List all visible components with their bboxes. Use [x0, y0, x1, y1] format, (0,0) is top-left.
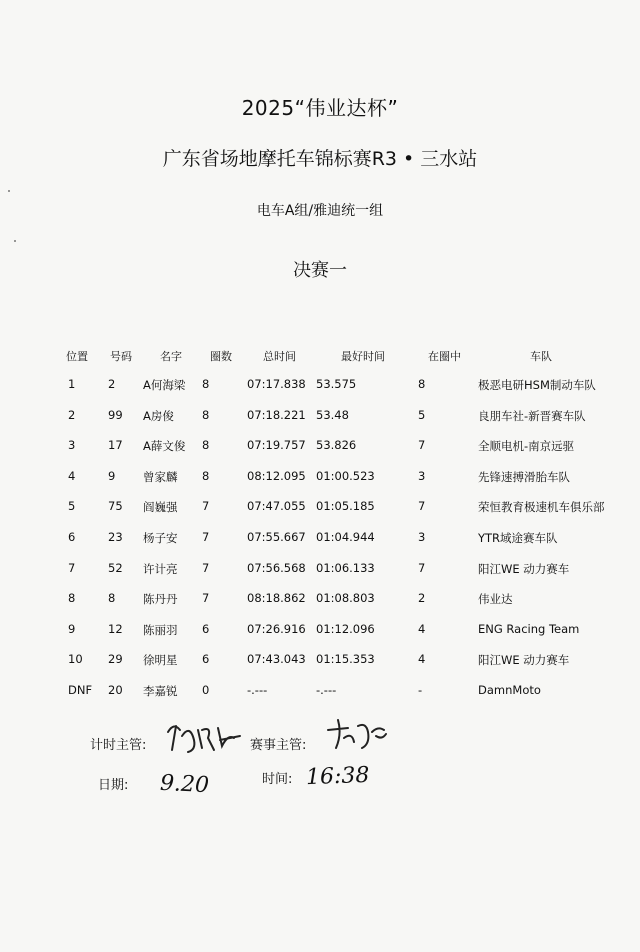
cell-laps: 7: [202, 560, 210, 575]
cell-in-lap: 7: [418, 438, 426, 453]
cell-laps: 6: [202, 652, 210, 667]
table-row: [0, 377, 640, 397]
cell-name: A薛文俊: [143, 439, 186, 454]
cell-number: 23: [108, 530, 123, 544]
cell-laps: 0: [202, 683, 210, 697]
cell-team: 极恶电研HSM制动车队: [478, 378, 596, 392]
cell-name: 阎巍强: [143, 500, 178, 515]
cell-number: 9: [108, 468, 116, 483]
table-row: [0, 622, 640, 642]
cell-team: 阳江WE 动力赛车: [478, 653, 570, 668]
table-row: [0, 683, 640, 703]
cell-total-time: 07:17.838: [247, 377, 306, 391]
championship-title: 广东省场地摩托车锦标赛R3 • 三水站: [162, 148, 478, 170]
cell-in-lap: 4: [418, 621, 426, 636]
cell-total-time: 07:19.757: [247, 438, 306, 453]
cell-team: 阳江WE 动力赛车: [478, 561, 570, 576]
cell-team: 伟业达: [478, 592, 513, 607]
header-total-time: 总时间: [263, 350, 296, 363]
cell-position: 10: [68, 652, 83, 667]
cell-total-time: 07:43.043: [247, 652, 306, 667]
cell-best-time: 01:05.185: [316, 499, 375, 514]
cell-position: 8: [68, 591, 76, 606]
cell-name: 杨子安: [143, 531, 178, 545]
cell-best-time: 01:15.353: [316, 652, 375, 667]
cell-in-lap: 2: [418, 591, 426, 606]
cell-laps: 8: [202, 468, 210, 483]
cell-name: A何海梁: [143, 378, 186, 392]
cell-total-time: 07:56.568: [247, 560, 306, 575]
cell-name: 许计亮: [143, 561, 178, 576]
cell-team: 先锋速搏滑胎车队: [478, 469, 570, 484]
cell-position: 2: [68, 407, 76, 422]
cell-best-time: -.---: [316, 683, 337, 697]
cell-team: 全顺电机-南京远驱: [478, 439, 575, 454]
cell-best-time: 53.575: [316, 377, 357, 391]
cell-number: 99: [108, 407, 123, 422]
cell-in-lap: 3: [418, 468, 426, 483]
time-value: 16:38: [305, 762, 370, 791]
event-title: 2025“伟业达杯”: [241, 96, 399, 120]
cell-total-time: 08:12.095: [247, 468, 306, 483]
header-best-time: 最好时间: [341, 350, 385, 363]
scan-speck: [8, 190, 10, 192]
cell-total-time: 08:18.862: [247, 591, 306, 606]
cell-number: 52: [108, 560, 123, 575]
cell-total-time: 07:47.055: [247, 499, 306, 514]
cell-number: 75: [108, 499, 123, 514]
table-row: [0, 652, 640, 672]
table-header: [0, 348, 640, 368]
cell-laps: 8: [202, 377, 210, 391]
cell-name: 陈丹丹: [143, 592, 178, 607]
cell-best-time: 01:06.133: [316, 560, 375, 575]
cell-total-time: 07:26.916: [247, 621, 306, 636]
class-title: 电车A组/雅迪统一组: [256, 203, 384, 219]
cell-laps: 8: [202, 438, 210, 453]
cell-number: 8: [108, 591, 116, 606]
table-row: [0, 408, 640, 428]
table-row: [0, 438, 640, 458]
cell-position: 5: [68, 499, 76, 514]
cell-best-time: 01:00.523: [316, 468, 375, 483]
cell-position: 3: [68, 438, 76, 453]
header-name: 名字: [160, 350, 182, 363]
cell-position: 1: [68, 377, 76, 391]
cell-team: YTR域途赛车队: [478, 531, 558, 545]
cell-laps: 7: [202, 591, 210, 606]
cell-in-lap: 5: [418, 407, 426, 422]
scan-speck: [14, 240, 16, 242]
cell-name: A房俊: [143, 408, 174, 423]
time-label: 时间:: [262, 772, 293, 787]
date-value: 9.20: [159, 770, 210, 799]
cell-total-time: 07:18.221: [247, 407, 306, 422]
header-number: 号码: [110, 350, 132, 363]
cell-position: 7: [68, 560, 76, 575]
date-label: 日期:: [98, 778, 129, 793]
cell-best-time: 01:08.803: [316, 591, 375, 606]
cell-in-lap: 8: [418, 377, 426, 391]
cell-best-time: 53.48: [316, 407, 349, 422]
header-laps: 圈数: [210, 350, 232, 363]
cell-best-time: 01:04.944: [316, 530, 375, 544]
cell-number: 2: [108, 377, 116, 391]
table-row: [0, 469, 640, 489]
cell-number: 20: [108, 683, 123, 697]
cell-laps: 6: [202, 621, 210, 636]
race-title: 决赛一: [293, 260, 347, 281]
cell-total-time: -.---: [247, 683, 268, 697]
cell-in-lap: 4: [418, 652, 426, 667]
cell-best-time: 01:12.096: [316, 621, 375, 636]
cell-in-lap: 3: [418, 530, 426, 544]
cell-team: DamnMoto: [478, 683, 541, 697]
race-chief-label: 赛事主管:: [250, 738, 307, 753]
header-in-lap: 在圈中: [428, 350, 461, 363]
cell-name: 徐明星: [143, 653, 178, 668]
table-row: [0, 591, 640, 611]
cell-team: 良朋车社-新晋赛车队: [478, 408, 586, 423]
cell-in-lap: 7: [418, 499, 426, 514]
cell-number: 29: [108, 652, 123, 667]
cell-number: 17: [108, 438, 123, 453]
table-row: [0, 530, 640, 550]
timing-chief-signature: [162, 716, 246, 756]
cell-name: 陈丽羽: [143, 622, 178, 637]
cell-in-lap: -: [418, 683, 423, 697]
cell-laps: 7: [202, 530, 210, 544]
cell-number: 12: [108, 621, 123, 636]
cell-laps: 8: [202, 407, 210, 422]
cell-team: 荣恒教育极速机车俱乐部: [478, 500, 605, 515]
cell-position: DNF: [68, 683, 93, 697]
cell-name: 李嘉锐: [143, 684, 178, 698]
cell-laps: 7: [202, 499, 210, 514]
timing-chief-label: 计时主管:: [90, 738, 147, 753]
cell-team: ENG Racing Team: [478, 621, 580, 636]
cell-position: 6: [68, 530, 76, 544]
cell-in-lap: 7: [418, 560, 426, 575]
cell-position: 4: [68, 468, 76, 483]
cell-total-time: 07:55.667: [247, 530, 306, 544]
table-row: [0, 561, 640, 581]
header-team: 车队: [530, 350, 552, 363]
cell-name: 曾家麟: [143, 469, 178, 484]
race-chief-signature: [322, 714, 392, 754]
cell-best-time: 53.826: [316, 438, 357, 453]
cell-position: 9: [68, 621, 76, 636]
header-position: 位置: [66, 350, 88, 363]
table-row: [0, 499, 640, 519]
